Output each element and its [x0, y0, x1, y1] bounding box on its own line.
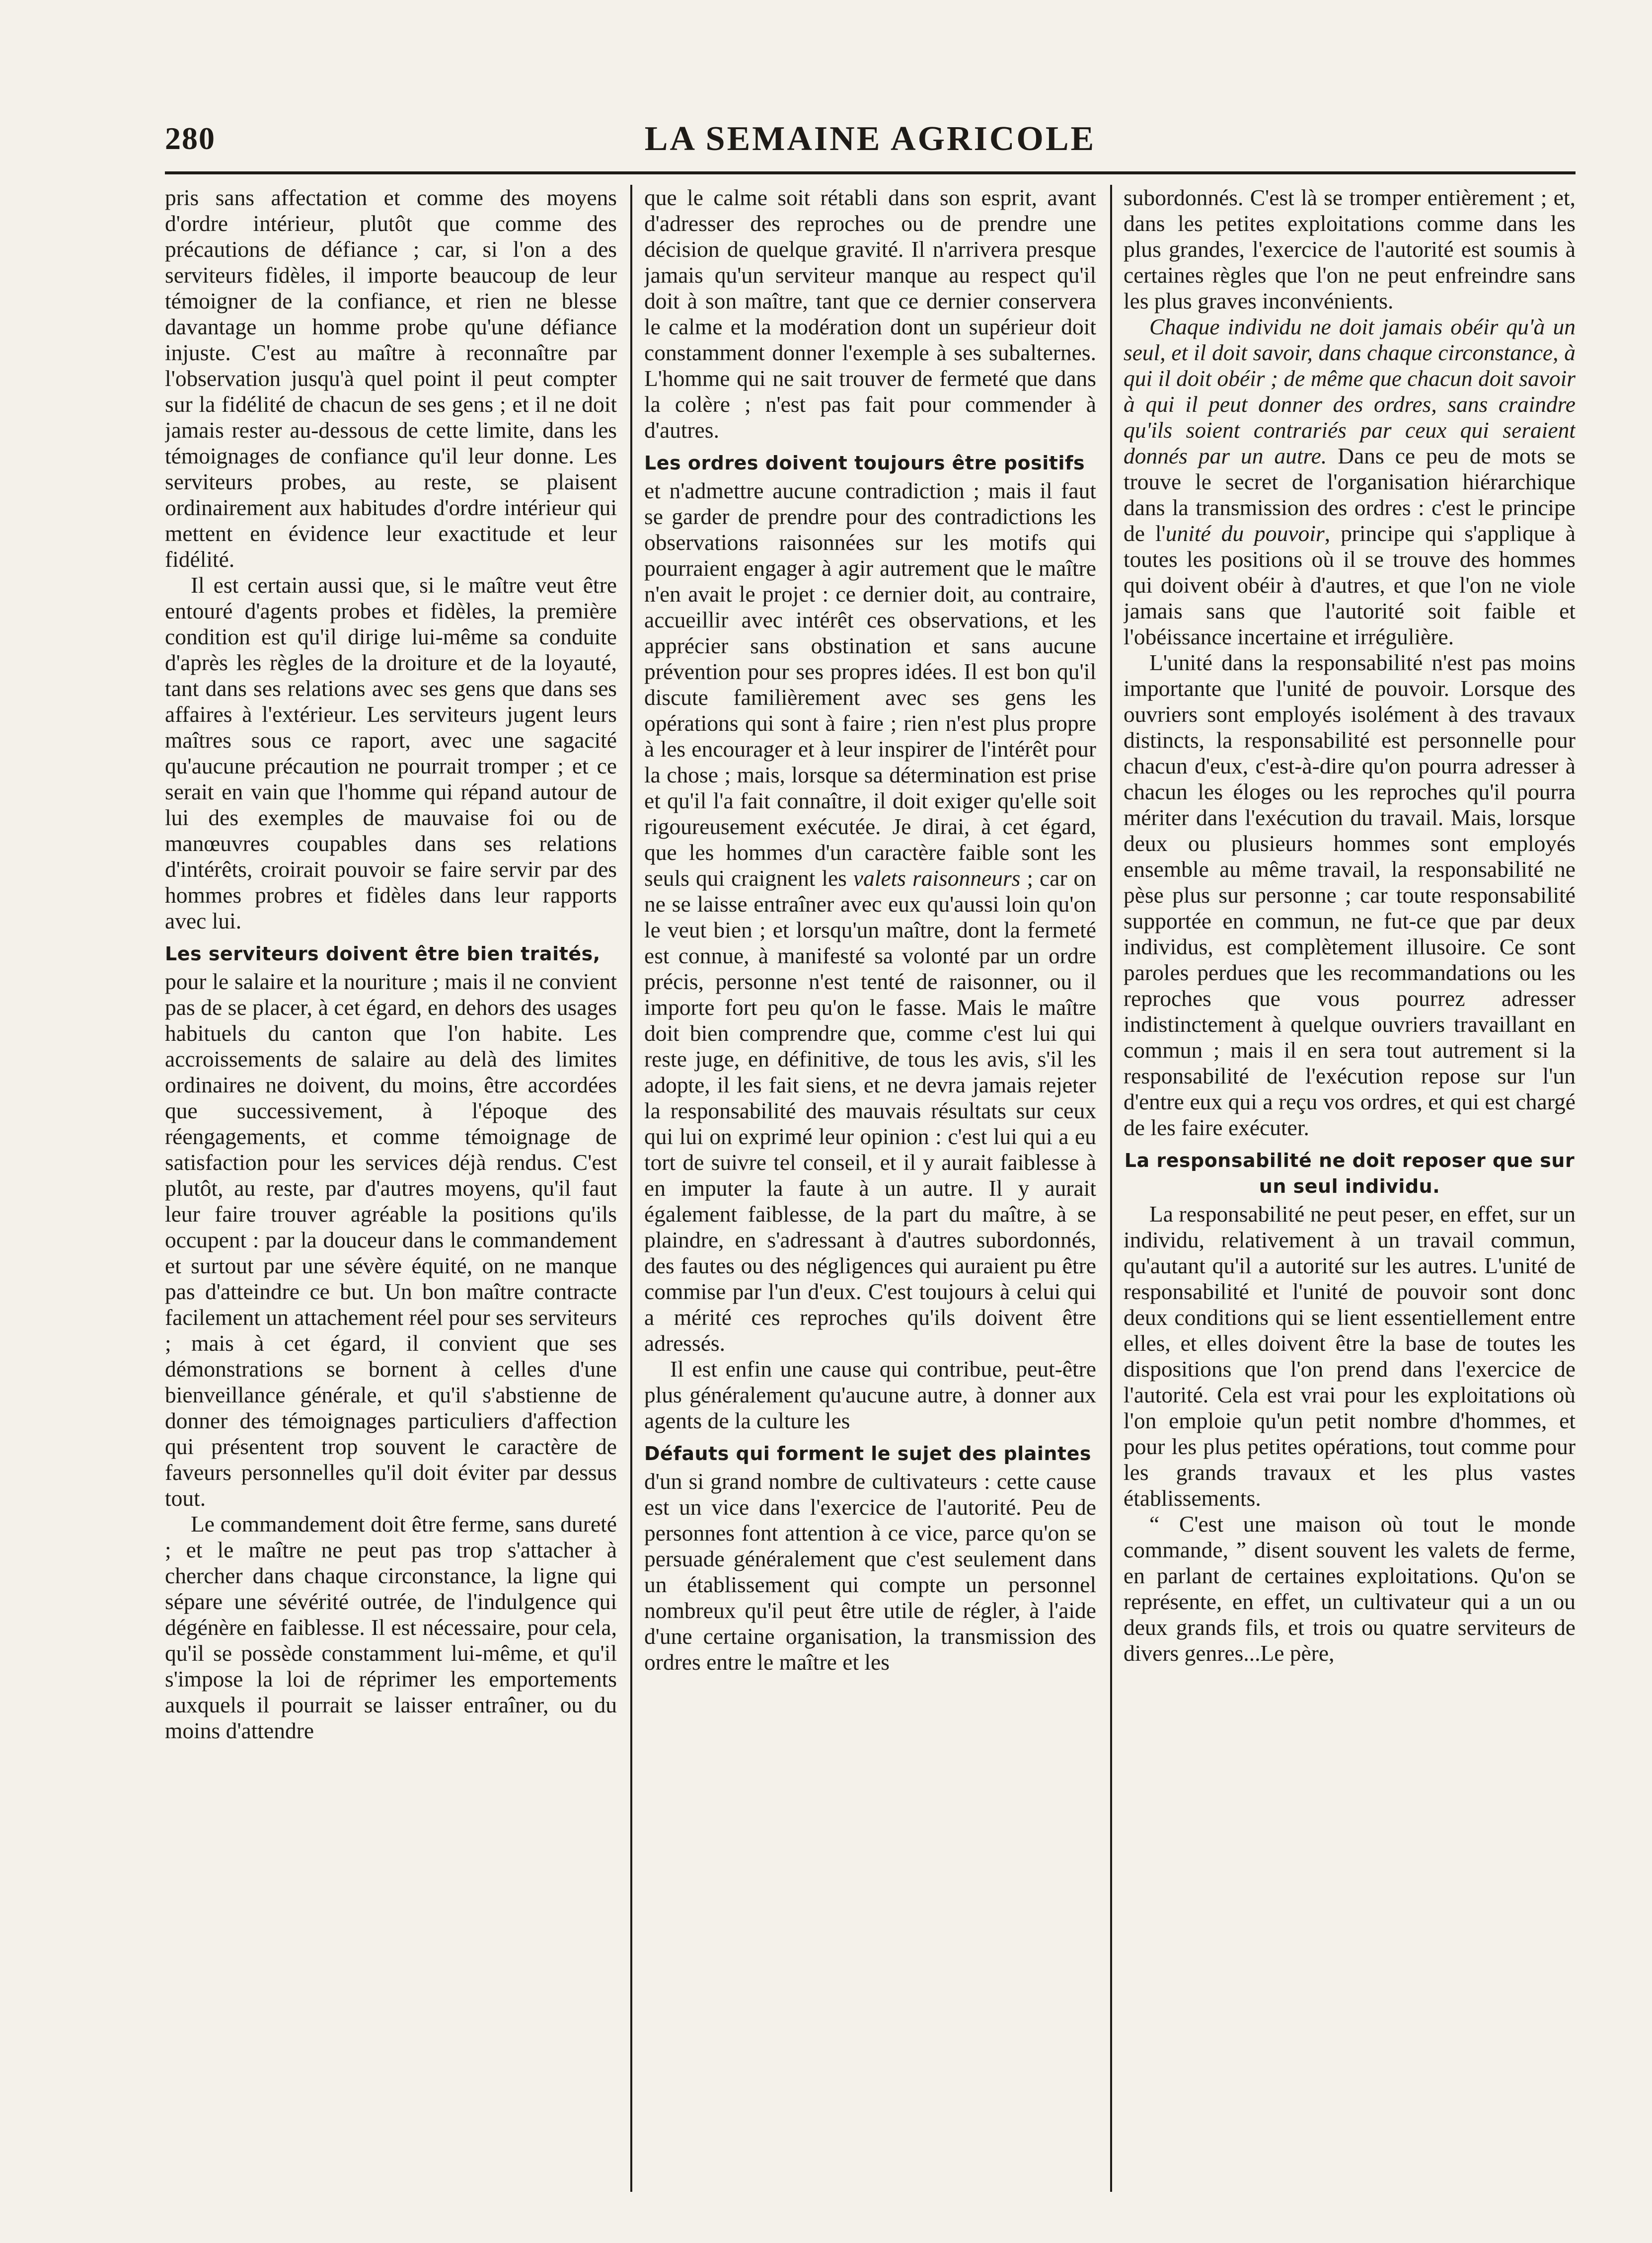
- paragraph: L'unité dans la responsabilité n'est pas moins importante que l'unité de pouvoir. Lorsque des ouvriers sont employés isolément à des travaux distincts, la responsabilité est personnelle pour chacun d'eux, c'est-à-dire qu'on pourra adresser à chacun les éloges ou les reproches qu'il pourra mériter dans l'exécution du travail. Mais, lorsque deux ou plusieurs hommes sont employés ensemble au même travail, la responsabilité ne pèse plus sur personne ; car toute responsabilité supportée en commun, ne fut-ce que par deux individus, est complètement illusoire. Ce sont paroles perdues que les recommandations ou les reproches que vous pourrez adresser indistinctement à quelque ouvriers travaillant en commun ; mais il en sera tout autrement si la responsabilité de l'exécution repose sur l'un d'entre eux qui a reçu vos ordres, et qui est chargé de les faire exécuter.: [1124, 650, 1576, 1140]
- paragraph: Il est certain aussi que, si le maître veut être entouré d'agents probes et fidèles, la première condition est qu'il dirige lui-même sa conduite d'après les règles de la droiture et de la loyauté, tant dans ses relations avec ses gens que dans ses affaires à l'extérieur. Les serviteurs jugent leurs maîtres sous ce raport, avec une sagacité qu'aucune précaution ne pourrait tromper ; et ce serait en vain que l'homme qui répand autour de lui des exemples de mauvaise foi ou de manœuvres coupables dans ses relations d'intérêts, croirait pouvoir se faire servir par des hommes probres et fidèles dans leur rapports avec lui.: [165, 572, 617, 933]
- column-1: [165, 185, 617, 2197]
- paragraph: [644, 478, 1096, 1356]
- paragraph: pris sans affectation et comme des moyens d'ordre intérieur, plutôt que comme des précautions de défiance ; car, si l'on a des serviteurs fidèles, il importe beaucoup de leur témoigner de la confiance, et rien ne blesse davantage un homme probe qu'une défiance injuste. C'est au maître à reconnaître par l'observation jusqu'à quel point il peut compter sur la fidélité de chacun de ses gens ; et il ne doit jamais rester au-dessous de cette limite, dans les témoignages de confiance qu'il leur donne. Les serviteurs probes, au reste, se plaisent ordinairement aux habitudes d'ordre intérieur qui mettent en évidence leur exactitude et leur fidélité.: [165, 185, 617, 572]
- section-heading: Les ordres doivent toujours être positifs: [644, 452, 1085, 474]
- section-heading: La responsabilité ne doit reposer que sur un seul individu.: [1124, 1150, 1575, 1197]
- paragraph: que le calme soit rétabli dans son esprit, avant d'adresser des reproches ou de prendre une décision de quelque gravité. Il n'arrivera presque jamais qu'un serviteur manque au respect qu'il doit à son maître, tant que ce dernier conservera le calme et la modération dont un supérieur doit constamment donner l'exemple à ses subalternes. L'homme qui ne sait trouver de fermeté que dans la colère ; n'est pas fait pour commender à d'autres.: [644, 185, 1096, 443]
- page-header: [165, 114, 1576, 169]
- section-heading: Les serviteurs doivent être bien traités,: [165, 943, 601, 965]
- paragraph: Il est enfin une cause qui contribue, peut-être plus généralement qu'aucune autre, à donner aux agents de la culture les: [644, 1356, 1096, 1433]
- journal-title: LA SEMAINE AGRICOLE: [644, 120, 1096, 158]
- text-run: ; car on ne se laisse entraîner avec eux qu'aussi loin qu'on le veut bien ; et lorsqu'un maître, dont la fermeté est connue, à manifesté sa volonté par un ordre précis, personne n'est tenté de raisonner, ou il importe fort peu qu'on le fasse. Mais le maître doit bien comprendre que, comme c'est lui qui reste juge, en définitive, de tous les avis, s'il les adopte, il les fait siens, et ne devra jamais rejeter la responsabilité des mauvais résultats sur ceux qui lui on exprimé leur opinion : c'est lui qui a eu tort de suivre tel conseil, et il y aurait faiblesse à en imputer la faute à un autre. Il y aurait également faiblesse, de la part du maître, à se plaindre, en s'adressant à d'autres subordonnés, des fautes ou des négligences qui auraient pu être commise par l'un d'eux. C'est toujours à celui qui a mérité ces reproches qu'ils doivent être adressés.: [644, 865, 1096, 1356]
- section-heading: Défauts qui forment le sujet des plaintes: [644, 1443, 1091, 1465]
- paragraph: Le commandement doit être ferme, sans dureté ; et le maître ne peut pas trop s'attacher à chercher dans chaque circonstance, la ligne qui sépare une sévérité outrée, de l'indulgence qui dégénère en faiblesse. Il est nécessaire, pour cela, qu'il se possède constamment lui-même, et qu'il s'impose la loi de réprimer les emportements auxquels il pourrait se laisser entraîner, ou du moins d'attendre: [165, 1511, 617, 1743]
- header-rule: [165, 171, 1576, 174]
- paragraph: “ C'est une maison où tout le monde commande, ” disent souvent les valets de ferme, en parlant de certaines exploitations. Qu'on se représente, en effet, un cultivateur qui a un ou deux grands fils, et trois ou quatre serviteurs de divers genres...Le père,: [1124, 1511, 1576, 1666]
- text-columns: [165, 185, 1576, 2197]
- italic-phrase: Chaque individu ne doit jamais obéir qu'à un seul, et il doit savoir, dans chaque circonstance, à qui il doit obéir ; de même que chacun doit savoir à qui il peut donner des ordres, sans craindre qu'ils soient contrariés par ceux qui seraient donnés par un autre.: [1124, 314, 1576, 468]
- paragraph: pour le salaire et la nouriture ; mais il ne convient pas de se placer, à cet égard, en dehors des usages habituels du canton que l'on habite. Les accroissements de salaire au delà des limites ordinaires ne doivent, du moins, être accordées que successivement, à l'époque des réengagements, et comme témoignage de satisfaction pour les services déjà rendus. C'est plutôt, au reste, par d'autres moyens, qu'il faut leur faire trouver agréable la positions qu'ils occupent : par la douceur dans le commandement et surtout par une sévère équité, on ne manque pas d'atteindre ce but. Un bon maître contracte facilement un attachement réel pour ses serviteurs ; mais à cet égard, il convient que ses démonstrations se bornent à celles d'une bienveillance générale, et qu'il s'abstienne de donner des témoignages particuliers d'affection qui présentent trop souvent le caractère de faveurs personnelles qu'il doit éviter par dessus tout.: [165, 969, 617, 1511]
- column-3: [1124, 185, 1576, 2197]
- text-run: Dans ce peu de mots se trouve le secret de l'organisation hiérarchique dans la transmission des ordres : c'est le principe de l': [1124, 443, 1576, 546]
- paragraph: d'un si grand nombre de cultivateurs : cette cause est un vice dans l'exercice de l'autorité. Peu de personnes font attention à ce vice, parce qu'on se persuade généralement que c'est seulement dans un établissement qui compte un personnel nombreux qu'il peut être utile de régler, à l'aide d'une certaine organisation, la transmission des ordres entre le maître et les: [644, 1469, 1096, 1675]
- page-number: 280: [165, 121, 216, 156]
- paragraph: [1124, 314, 1576, 650]
- italic-phrase: unité du pouvoir: [1165, 521, 1325, 546]
- text-run: et n'admettre aucune contradiction ; mais il faut se garder de prendre pour des contradictions les observations raisonnées sur les motifs qui pourraient engager à agir autrement que le maître n'en avait le projet : ce dernier doit, au contraire, accueillir avec intérêt ces observations, et les apprécier sans obstination et sans aucune prévention pour ses propres idées. Il est bon qu'il discute familièrement avec ses gens les opérations qui sont à faire ; rien n'est plus propre à les encourager et à leur inspirer de l'intérêt pour la chose ; mais, lorsque sa détermination est prise et qu'il l'a fait connaître, il doit exiger qu'elle soit rigoureusement exécutée. Je dirai, à cet égard, que les hommes d'un caractère faible sont les seuls qui craignent les: [644, 478, 1096, 891]
- italic-phrase: valets raisonneurs: [853, 865, 1021, 891]
- text-run: , principe qui s'applique à toutes les positions où il se trouve des hommes qui doivent obéir à d'autres, et que l'on ne viole jamais sans que l'autorité soit faible et l'obéissance incertaine et irrégulière.: [1124, 521, 1576, 649]
- paragraph: La responsabilité ne peut peser, en effet, sur un individu, relativement à un travail commun, qu'autant qu'il a autorité sur les autres. L'unité de responsabilité et l'unité de pouvoir sont donc deux conditions qui se lient essentiellement entre elles, et elles doivent être la base de toutes les dispositions que l'on prend dans l'exercice de l'autorité. Cela est vrai pour les exploitations où l'on emploie qu'un petit nombre d'hommes, et pour les plus petites opérations, tout comme pour les grands travaux et les plus vastes établissements.: [1124, 1201, 1576, 1511]
- column-2: [644, 185, 1096, 2197]
- paragraph: subordonnés. C'est là se tromper entièrement ; et, dans les petites exploitations comme dans les plus grandes, l'exercice de l'autorité est soumis à certaines règles que l'on ne peut enfreindre sans les plus graves inconvénients.: [1124, 185, 1576, 313]
